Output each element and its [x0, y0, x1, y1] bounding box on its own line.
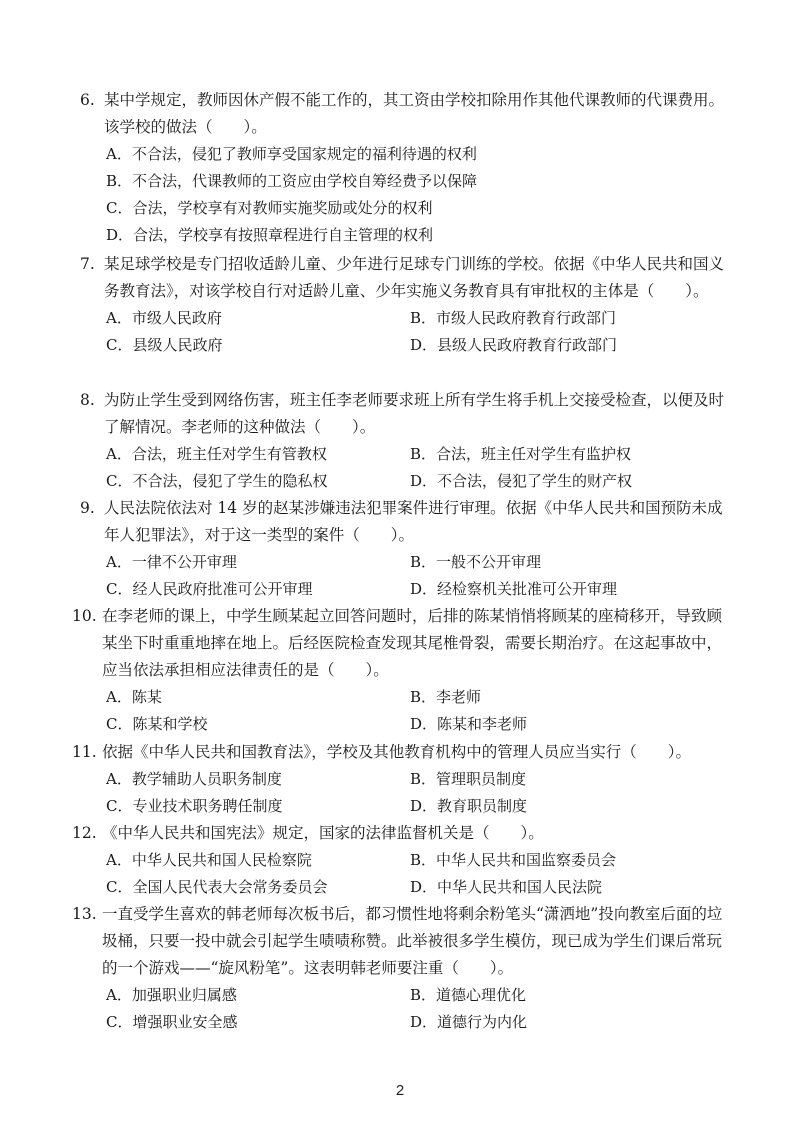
question-10 — [72, 603, 730, 738]
question-number: 9. — [80, 499, 95, 517]
question-stem: 《中华人民共和国宪法》规定，国家的法律监督机关是（ ）。 — [102, 824, 544, 842]
option-c[interactable]: C．增强职业安全感 — [106, 1013, 238, 1031]
page-number: 2 — [395, 1082, 405, 1099]
option-a[interactable]: A．加强职业归属感 — [106, 986, 237, 1004]
option-list — [106, 982, 730, 1036]
option-b[interactable]: B．李老师 — [410, 688, 482, 706]
option-d[interactable]: D．陈某和李老师 — [410, 715, 528, 733]
question-13 — [72, 901, 730, 1036]
option-c[interactable]: C．合法，学校享有对教师实施奖励或处分的权利 — [106, 199, 433, 217]
option-d[interactable]: D．教育职员制度 — [410, 797, 528, 815]
option-c[interactable]: C．不合法，侵犯了学生的隐私权 — [106, 472, 328, 490]
option-b[interactable]: B．管理职员制度 — [410, 770, 527, 788]
option-d[interactable]: D．不合法，侵犯了学生的财产权 — [410, 472, 633, 490]
question-6 — [80, 87, 730, 249]
question-number: 13. — [72, 905, 97, 923]
question-number: 8. — [80, 391, 95, 409]
option-c[interactable]: C．专业技术职务聘任制度 — [106, 797, 283, 815]
option-a[interactable]: A．不合法，侵犯了教师享受国家规定的福利待遇的权利 — [106, 145, 477, 163]
question-number: 12. — [72, 824, 97, 842]
option-list — [106, 684, 730, 738]
option-b[interactable]: B．道德心理优化 — [410, 986, 527, 1004]
question-stem: 人民法院依法对 14 岁的赵某涉嫌违法犯罪案件进行审理。依据《中华人民共和国预防未成年人犯罪法》，对于这一类型的案件（ ）。 — [104, 499, 723, 544]
question-stem: 某足球学校是专门招收适龄儿童、少年进行足球专门训练的学校。依据《中华人民共和国义务教育法》，对该学校自行对适龄儿童、少年实施义务教育具有审批权的主体是（ ）。 — [104, 255, 725, 300]
question-7 — [80, 251, 730, 359]
question-12 — [72, 820, 730, 901]
option-a[interactable]: A．合法，班主任对学生有管教权 — [106, 445, 327, 463]
option-d[interactable]: D．合法，学校享有按照章程进行自主管理的权利 — [106, 226, 434, 244]
option-b[interactable]: B．合法，班主任对学生有监护权 — [410, 445, 632, 463]
question-number: 10. — [72, 607, 97, 625]
option-list — [106, 141, 730, 249]
question-9 — [80, 495, 730, 603]
option-list — [106, 305, 730, 359]
question-number: 7. — [80, 255, 95, 273]
question-stem: 为防止学生受到网络伤害，班主任李老师要求班上所有学生将手机上交接受检查，以便及时了解情况。李老师的这种做法（ ）。 — [104, 391, 725, 436]
option-d[interactable]: D．中华人民共和国人民法院 — [410, 878, 603, 896]
option-a[interactable]: A．一律不公开审理 — [106, 553, 237, 571]
question-8 — [80, 387, 730, 495]
option-list — [106, 441, 730, 495]
option-list — [106, 549, 730, 603]
question-stem: 某中学规定，教师因休产假不能工作的，其工资由学校扣除用作其他代课教师的代课费用。该学校的做法（ ）。 — [104, 91, 725, 136]
option-c[interactable]: C．全国人民代表大会常务委员会 — [106, 878, 328, 896]
option-a[interactable]: A．中华人民共和国人民检察院 — [106, 851, 312, 869]
option-a[interactable]: A．教学辅助人员职务制度 — [106, 770, 282, 788]
option-list — [106, 766, 730, 820]
option-a[interactable]: A．陈某 — [106, 688, 162, 706]
option-d[interactable]: D．县级人民政府教育行政部门 — [410, 336, 618, 354]
question-stem: 一直受学生喜欢的韩老师每次板书后，都习惯性地将剩余粉笔头“潇洒地”投向教室后面的垃圾桶，只要一投中就会引起学生啧啧称赞。此举被很多学生模仿，现已成为学生们课后常玩的一个游戏——“旋风粉笔”。这表明韩老师要注重（ ）。 — [102, 905, 723, 977]
question-stem: 依据《中华人民共和国教育法》，学校及其他教育机构中的管理人员应当实行（ ）。 — [102, 743, 692, 761]
option-b[interactable]: B．中华人民共和国监察委员会 — [410, 851, 617, 869]
option-d[interactable]: D．经检察机关批准可公开审理 — [410, 580, 618, 598]
question-stem: 在李老师的课上，中学生顾某起立回答问题时，后排的陈某悄悄将顾某的座椅移开，导致顾某坐下时重重地摔在地上。后经医院检查发现其尾椎骨裂，需要长期治疗。在这起事故中，应当依法承担相应法律责任的是（ ）。 — [102, 607, 723, 679]
option-b[interactable]: B．不合法，代课教师的工资应由学校自筹经费予以保障 — [106, 172, 478, 190]
option-c[interactable]: C．陈某和学校 — [106, 715, 208, 733]
option-a[interactable]: A．市级人民政府 — [106, 309, 222, 327]
option-list — [106, 847, 730, 901]
question-11 — [72, 739, 730, 820]
option-c[interactable]: C．县级人民政府 — [106, 336, 223, 354]
option-c[interactable]: C．经人民政府批准可公开审理 — [106, 580, 313, 598]
option-b[interactable]: B．市级人民政府教育行政部门 — [410, 309, 617, 327]
option-b[interactable]: B．一般不公开审理 — [410, 553, 542, 571]
question-number: 6. — [80, 91, 95, 109]
question-number: 11. — [72, 743, 97, 761]
option-d[interactable]: D．道德行为内化 — [410, 1013, 528, 1031]
